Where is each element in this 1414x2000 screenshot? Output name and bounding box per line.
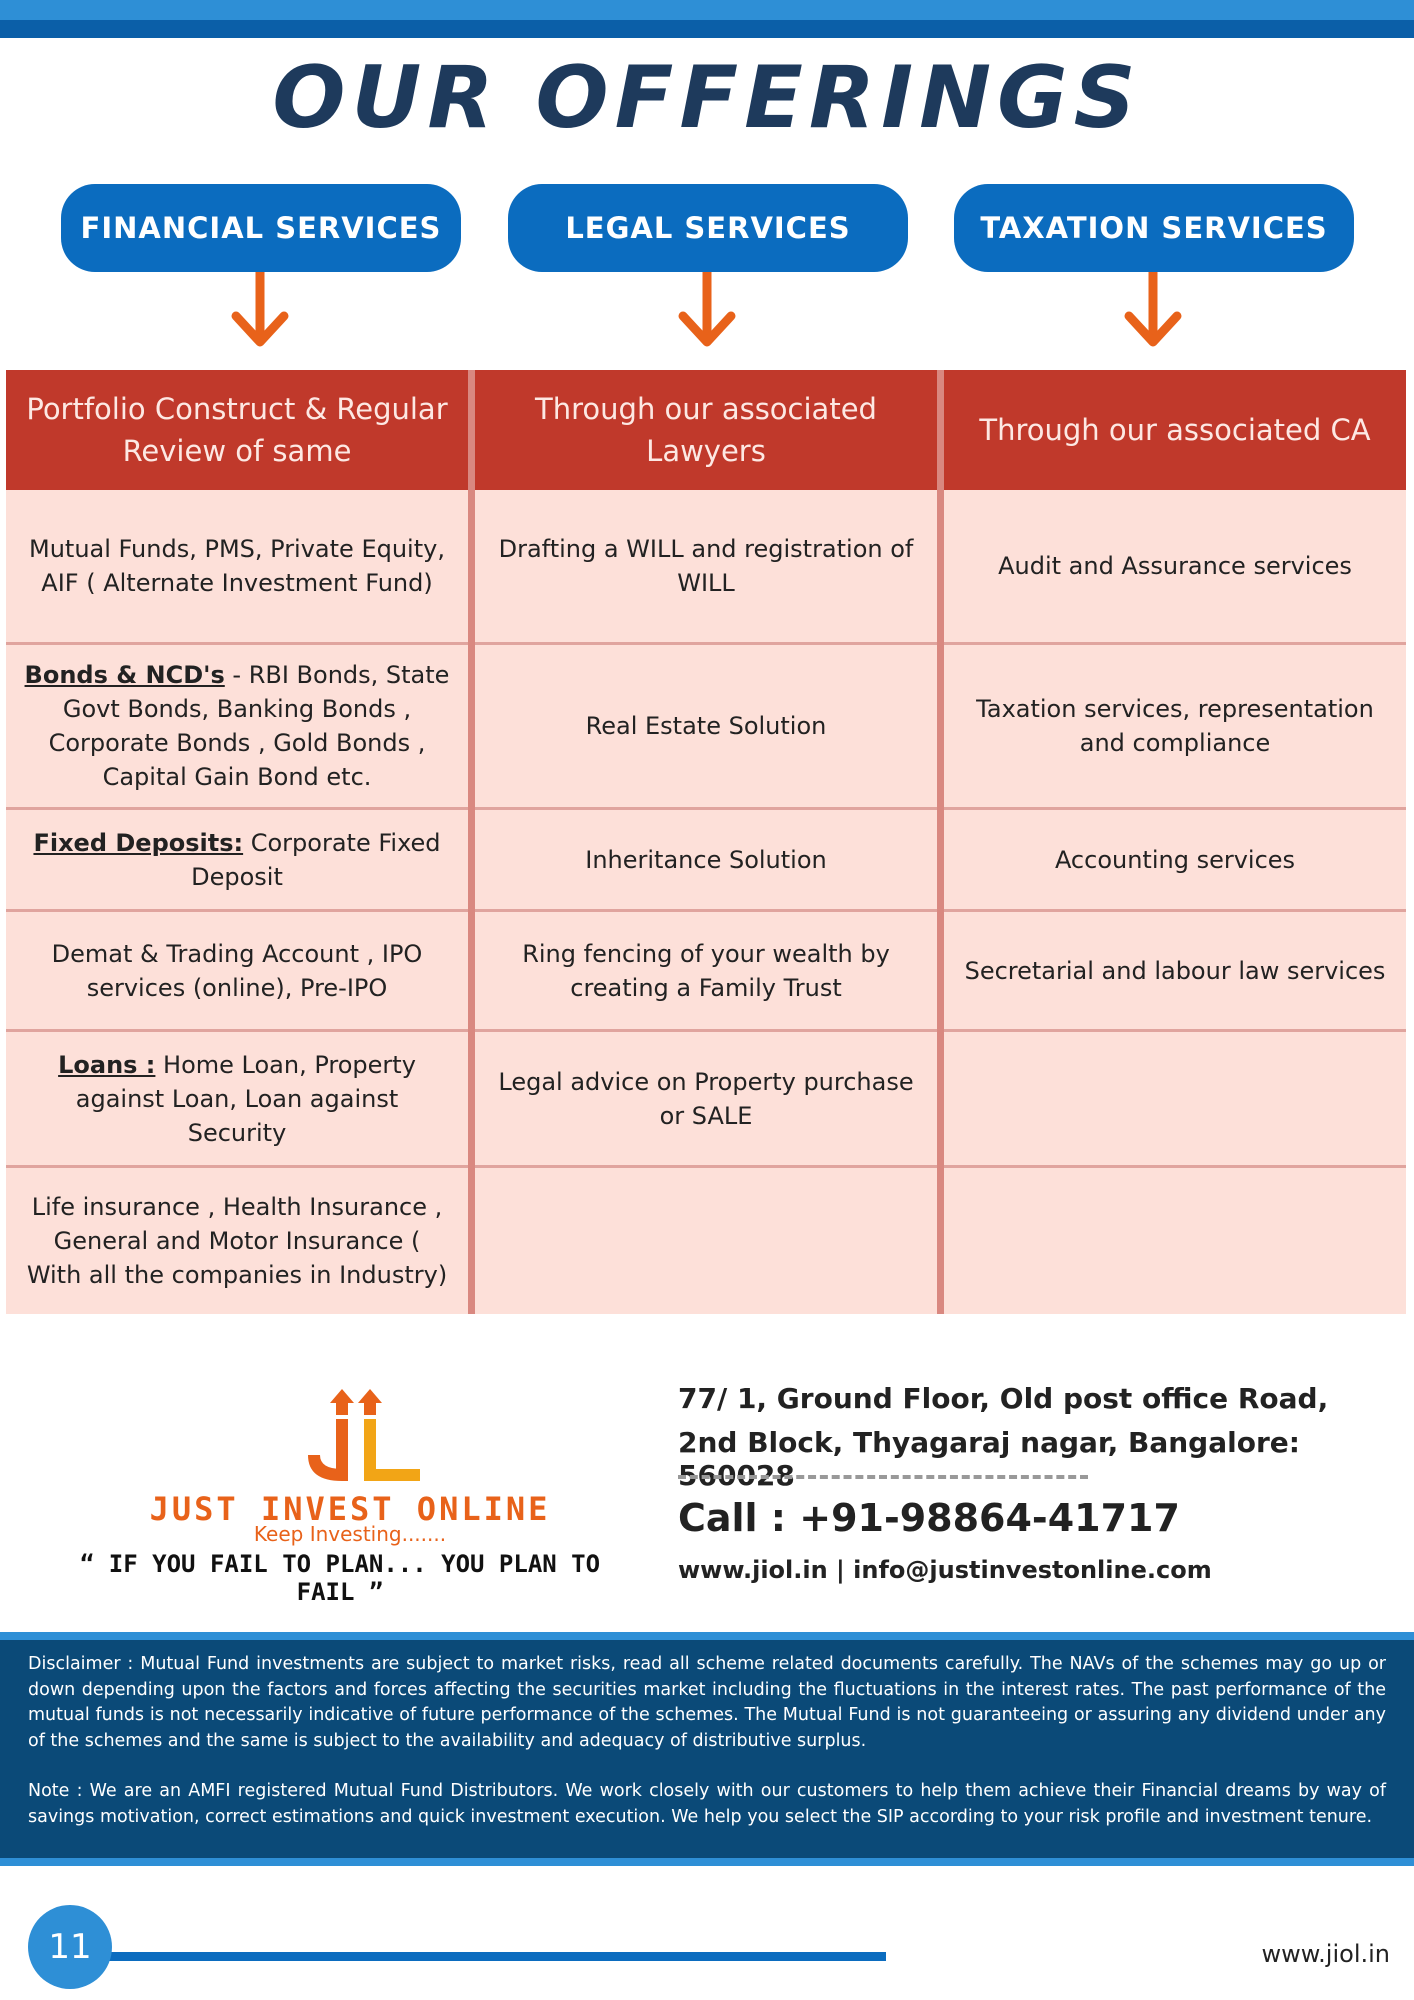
legal-services-pill: LEGAL SERVICES bbox=[508, 184, 908, 272]
table-cell bbox=[6, 645, 468, 810]
disclaimer-text: Disclaimer : Mutual Fund investments are subject to market risks, read all scheme related documents carefully. The NAVs of the schemes may go up or down depending upon the factors and forces affecting the securities market including the fluctuations in the interest rates. The past performance of the mutual funds is not necessarily indicative of future performance of the schemes. The Mutual Fund is not guaranteeing or assuring any dividend under any of the schemes and the same is subject to the availability and adequacy of distributive surplus. bbox=[28, 1654, 1386, 1751]
cell-bold-label: Bonds & NCD's bbox=[24, 661, 225, 689]
note-text: Note : We are an AMFI registered Mutual Fund Distributors. We work closely with our customers to help them achieve their Financial dreams by way of savings motivation, correct estimations and quick investment execution. We help you select the SIP according to your risk profile and investment tenure. bbox=[28, 1781, 1386, 1827]
footer-url: www.jiol.in bbox=[1261, 1940, 1390, 1968]
table-cell bbox=[944, 1168, 1406, 1314]
phone-number: Call : +91-98864-41717 bbox=[678, 1496, 1180, 1540]
table-cell bbox=[6, 490, 468, 645]
down-arrow-icon bbox=[1123, 272, 1183, 352]
logo-quote: “ IF YOU FAIL TO PLAN... YOU PLAN TO FAIL ” bbox=[79, 1550, 601, 1606]
table-cell: Legal advice on Property purchase or SALE bbox=[475, 1032, 937, 1168]
disclaimer-section bbox=[0, 1640, 1414, 1858]
logo-name: JUST INVEST ONLINE bbox=[149, 1490, 551, 1528]
down-arrow-icon bbox=[677, 272, 737, 352]
jiol-logo-icon bbox=[300, 1385, 430, 1495]
taxation-services-pill: TAXATION SERVICES bbox=[954, 184, 1354, 272]
website-email: www.jiol.in | info@justinvestonline.com bbox=[678, 1556, 1212, 1584]
table-cell: Inheritance Solution bbox=[475, 810, 937, 912]
down-arrow-icon bbox=[230, 272, 290, 352]
table-header: Portfolio Construct & Regular Review of same bbox=[6, 370, 468, 490]
table-cell bbox=[475, 1168, 937, 1314]
cell-bold-label: Loans : bbox=[58, 1050, 156, 1079]
cell-text: Life insurance , Health Insurance , General and Motor Insurance ( With all the companies in Industry) bbox=[26, 1193, 448, 1289]
table-header: Through our associated Lawyers bbox=[475, 370, 937, 490]
footer-line bbox=[100, 1952, 886, 1961]
address-line-1: 77/ 1, Ground Floor, Old post office Road, bbox=[678, 1382, 1329, 1415]
table-cell: Ring fencing of your wealth by creating a Family Trust bbox=[475, 912, 937, 1032]
disclaimer-bottom-border bbox=[0, 1858, 1414, 1866]
financial-services-pill: FINANCIAL SERVICES bbox=[61, 184, 461, 272]
cell-bold-label: Fixed Deposits: bbox=[33, 828, 244, 857]
cell-text: - RBI Bonds, State Govt Bonds, Banking Bonds , Corporate Bonds , Gold Bonds , Capital Gain Bond etc. bbox=[48, 661, 450, 791]
divider bbox=[678, 1475, 1088, 1479]
table-cell bbox=[6, 912, 468, 1032]
table-header: Through our associated CA bbox=[944, 370, 1406, 490]
offerings-table bbox=[6, 370, 1406, 1314]
table-cell: Drafting a WILL and registration of WILL bbox=[475, 490, 937, 645]
page-title: OUR OFFERINGS bbox=[272, 48, 1142, 148]
disclaimer-top-border bbox=[0, 1632, 1414, 1640]
table-cell: Accounting services bbox=[944, 810, 1406, 912]
table-cell bbox=[944, 1032, 1406, 1168]
table-cell: Taxation services, representation and compliance bbox=[944, 645, 1406, 810]
cell-text: Demat & Trading Account , IPO services (online), Pre-IPO bbox=[51, 939, 423, 1002]
table-cell: Secretarial and labour law services bbox=[944, 912, 1406, 1032]
cell-text: Mutual Funds, PMS, Private Equity, AIF ( Alternate Investment Fund) bbox=[29, 535, 445, 597]
address-line-2: 2nd Block, Thyagaraj nagar, Bangalore: 560028 bbox=[678, 1426, 1300, 1492]
table-cell bbox=[6, 1032, 468, 1168]
logo-tagline: Keep Investing....... bbox=[253, 1522, 447, 1546]
top-accent-bar bbox=[0, 0, 1414, 20]
top-accent-line bbox=[0, 20, 1414, 38]
table-cell: Real Estate Solution bbox=[475, 645, 937, 810]
cell-text: Home Loan, Property against Loan, Loan against Security bbox=[75, 1050, 416, 1147]
table-cell bbox=[6, 1168, 468, 1314]
table-cell bbox=[6, 810, 468, 912]
page-number: 11 bbox=[28, 1905, 112, 1989]
table-cell: Audit and Assurance services bbox=[944, 490, 1406, 645]
cell-text: Corporate Fixed Deposit bbox=[191, 828, 441, 891]
